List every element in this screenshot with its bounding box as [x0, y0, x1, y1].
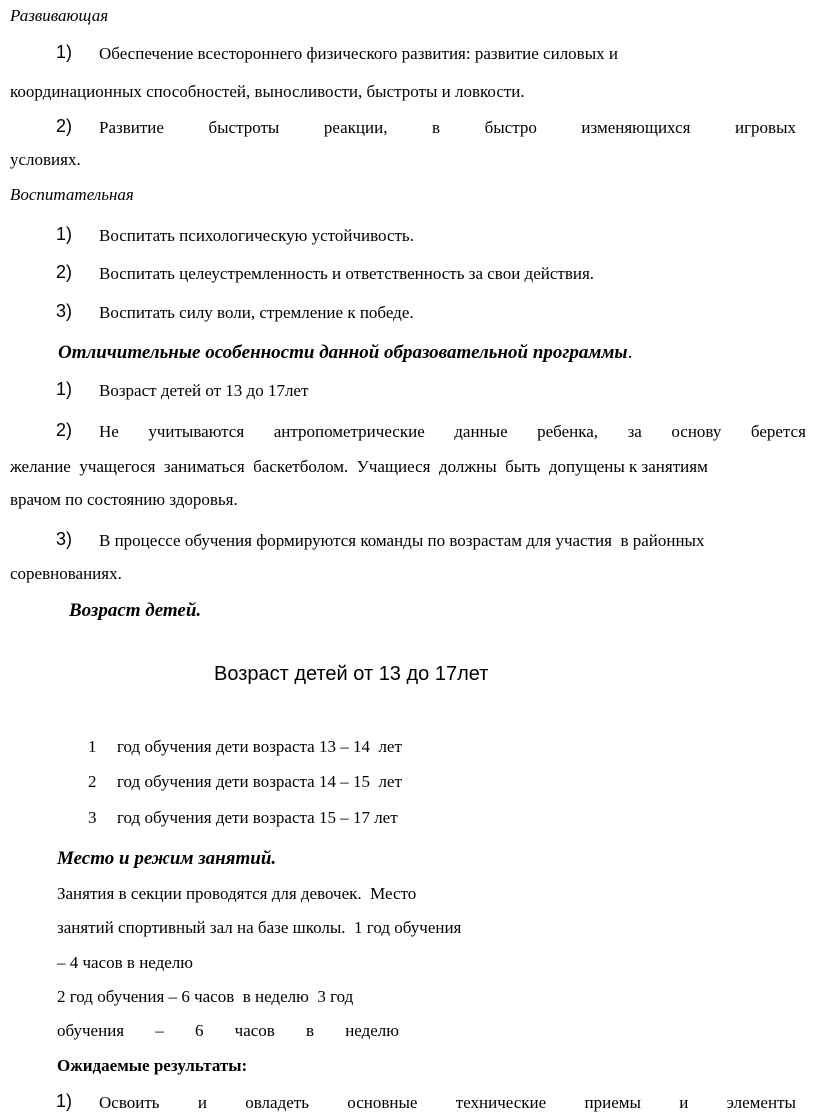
- list-item-continuation: координационных способностей, выносливости, быстроты и ловкости.: [10, 82, 525, 101]
- word: быстроты: [208, 118, 280, 137]
- age-row-text: год обучения дети возраста 14 – 15 лет: [117, 772, 402, 791]
- list-number: 3): [56, 529, 73, 549]
- list-item-text: В процессе обучения формируются команды по возрастам для участия в районных: [99, 531, 705, 550]
- age-row-number: 3: [88, 808, 97, 827]
- word: Освоить: [99, 1093, 160, 1112]
- word: часов: [234, 1021, 275, 1040]
- section-heading-results: Ожидаемые результаты:: [57, 1056, 248, 1075]
- word: быстро: [484, 118, 537, 137]
- schedule-line: 2 год обучения – 6 часов в неделю 3 год: [57, 987, 354, 1006]
- list-item-text: Обеспечение всестороннего физического развития: развитие силовых и: [99, 44, 618, 63]
- word: антропометрические: [273, 422, 425, 441]
- schedule-line: занятий спортивный зал на базе школы. 1 год обучения: [57, 918, 462, 937]
- section-heading-educational: Воспитательная: [10, 185, 134, 204]
- schedule-line: Занятия в секции проводятся для девочек. Место: [57, 884, 417, 903]
- word: 6: [194, 1021, 204, 1040]
- word: приемы: [584, 1093, 641, 1112]
- age-subtitle: Возраст детей от 13 до 17лет: [214, 663, 489, 685]
- list-number: 2): [56, 262, 73, 282]
- section-heading-age: Возраст детей.: [69, 600, 202, 621]
- section-heading-developing: Развивающая: [10, 6, 109, 25]
- list-number: 2): [56, 420, 73, 440]
- list-number: 2): [56, 116, 73, 136]
- list-number: 1): [56, 224, 73, 244]
- word: технические: [455, 1093, 547, 1112]
- section-heading-schedule: Место и режим занятий.: [57, 848, 277, 869]
- list-item-justified-line: [99, 118, 796, 138]
- word: неделю: [345, 1021, 399, 1040]
- list-item-text: Возраст детей от 13 до 17лет: [99, 381, 309, 400]
- section-heading-features: [58, 342, 632, 364]
- list-item-text: Воспитать силу воли, стремление к победе.: [99, 303, 414, 322]
- schedule-line: – 4 часов в неделю: [57, 953, 193, 972]
- list-item-continuation: желание учащегося заниматься баскетболом. Учащиеся должны быть допущены к занятиям: [10, 457, 708, 476]
- list-number: 3): [56, 301, 73, 321]
- age-row-text: год обучения дети возраста 13 – 14 лет: [117, 737, 402, 756]
- word: ребенка,: [537, 422, 599, 441]
- age-row-number: 1: [88, 737, 97, 756]
- word: берется: [750, 422, 806, 441]
- word: реакции,: [323, 118, 388, 137]
- age-row-text: год обучения дети возраста 15 – 17 лет: [117, 808, 398, 827]
- word: данные: [454, 422, 508, 441]
- list-item-text: Воспитать целеустремленность и ответственность за свои действия.: [99, 264, 595, 283]
- list-item-justified-line: [99, 422, 806, 442]
- list-number: 1): [56, 42, 73, 62]
- word: овладеть: [245, 1093, 309, 1112]
- list-number: 1): [56, 1091, 73, 1111]
- word: основные: [347, 1093, 418, 1112]
- heading-text: Отличительные особенности данной образовательной программы: [58, 342, 628, 363]
- word: игровых: [734, 118, 796, 137]
- list-item-continuation: соревнованиях.: [10, 564, 122, 583]
- word: учитываются: [148, 422, 245, 441]
- age-row-number: 2: [88, 772, 97, 791]
- list-item-text: Воспитать психологическую устойчивость.: [99, 226, 414, 245]
- word: элементы: [726, 1093, 796, 1112]
- word: основу: [671, 422, 722, 441]
- word: Развитие: [99, 118, 164, 137]
- word: и: [679, 1093, 689, 1112]
- word: изменяющихся: [581, 118, 691, 137]
- list-item-continuation: врачом по состоянию здоровья.: [10, 490, 238, 509]
- word: и: [197, 1093, 207, 1112]
- list-item-continuation: условиях.: [10, 150, 81, 169]
- list-item-justified-line: [99, 1093, 796, 1113]
- list-number: 1): [56, 379, 73, 399]
- word: в: [305, 1021, 315, 1040]
- word: –: [155, 1021, 164, 1040]
- schedule-justified-line: [57, 1021, 399, 1041]
- word: в: [432, 118, 441, 137]
- heading-period: .: [627, 342, 633, 363]
- word: за: [627, 422, 642, 441]
- word: Не: [99, 422, 119, 441]
- word: обучения: [57, 1021, 125, 1040]
